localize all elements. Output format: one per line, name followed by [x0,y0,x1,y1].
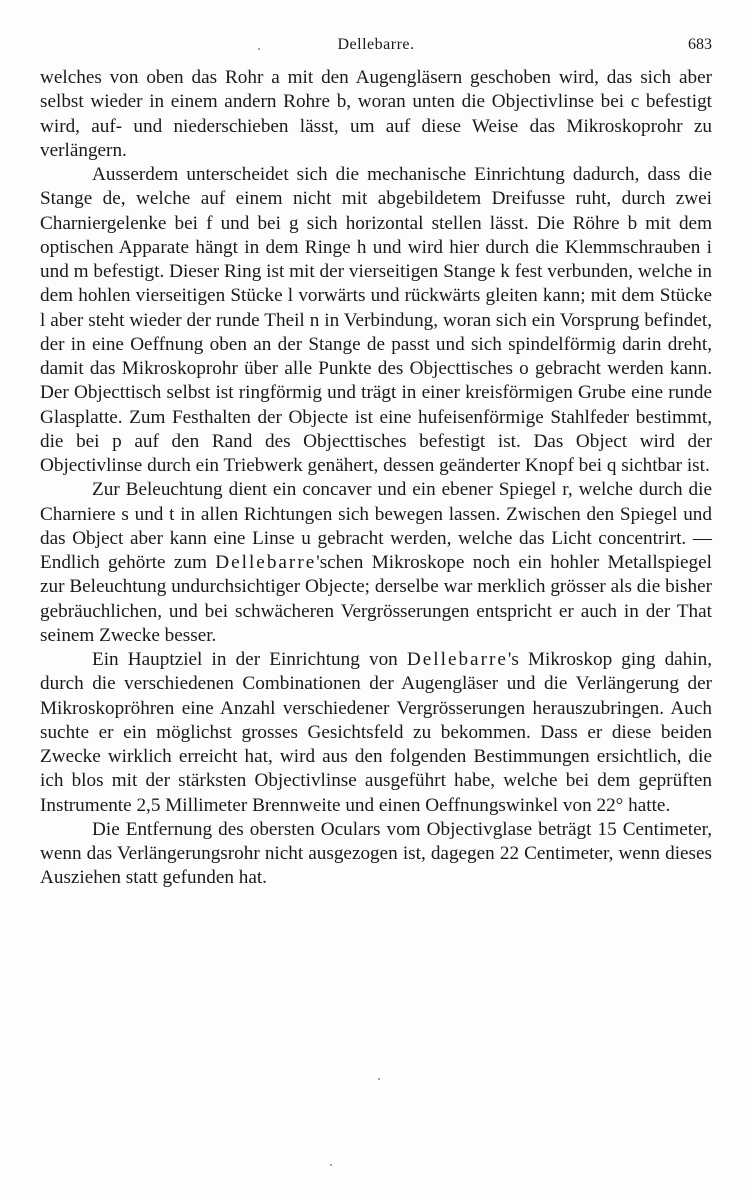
scan-speck [258,48,260,50]
paragraph-4-spaced-name: Dellebarre [406,649,508,670]
paragraph-3 [40,478,712,648]
paragraph-4-text-after: 's Mikroskop ging dahin, durch die verschiedenen Combinationen der Augengläser und die Verlängerung der Mikroskopröhren eine Anzahl verschiedener Vergrösserungen herauszubringen. Auch suchte er ein möglichst grosses Gesichtsfeld zu bekommen. Dass er diese beiden Zwecke wirklich erreicht hat, wird aus den folgenden Bestimmungen ersichtlich, die ich blos mit der stärksten Objectivlinse ausgeführt habe, welche bei dem geprüften Instrumente 2,5 Millimeter Brennweite und einen Oeffnungswinkel von 22° hatte. [40,649,712,816]
page-header [40,36,712,58]
paragraph-3-text-before: Zur Beleuchtung dient ein concaver und ein ebener Spiegel r, welche durch die Charniere s und t in allen Richtungen sich bewegen lassen. Zwischen den Spiegel und das Object aber kann eine Linse u gebracht werden, welche das Licht concentrirt. — Endlich gehörte zum [40,479,712,573]
running-title: Dellebarre. [337,36,415,53]
scan-speck [330,1164,332,1166]
scan-speck [378,1078,380,1080]
page-number: 683 [688,36,712,53]
body-text [40,66,712,891]
paragraph-4-text-before: Ein Hauptziel in der Einrichtung von [92,649,407,670]
paragraph-5: Die Entfernung des obersten Oculars vom Objectivglase beträgt 15 Centimeter, wenn das Verlängerungsrohr nicht ausgezogen ist, dagegen 22 Centimeter, wenn dieses Ausziehen statt gefunden hat. [40,818,712,889]
paragraph-4 [40,648,712,818]
paragraph-3-spaced-name: Dellebarre [215,552,317,573]
paragraph-2: Ausserdem unterscheidet sich die mechanische Einrichtung dadurch, dass die Stange de, welche auf einem nicht mit abgebildetem Dreifusse ruht, durch zwei Charniergelenke bei f und bei g sich horizontal stellen lässt. Die Röhre b mit dem optischen Apparate hängt in dem Ringe h und wird hier durch die Klemmschrauben i und m befestigt. Dieser Ring ist mit der vierseitigen Stange k fest verbunden, welche in dem hohlen vierseitigen Stücke l vorwärts und rückwärts gleiten kann; mit dem Stücke l aber steht wieder der runde Theil n in Verbindung, woran sich ein Vorsprung befindet, der in eine Oeffnung oben an der Stange de passt und sich spindelförmig darin dreht, damit das Mikroskoprohr über alle Punkte des Objecttisches o gebracht werden kann. Der Objecttisch selbst ist ringförmig und trägt in einer kreisförmigen Grube eine runde Glasplatte. Zum Festhalten der Objecte ist eine hufeisenförmige Stahlfeder bestimmt, die bei p auf den Rand des Objecttisches befestigt ist. Das Object wird der Objectivlinse durch ein Triebwerk genähert, dessen geänderter Knopf bei q sichtbar ist. [40,164,712,476]
paragraph-3-text-after: 'schen Mikroskope noch ein hohler Metallspiegel zur Beleuchtung undurchsichtiger Objecte; derselbe war merklich grösser als die bisher gebräuchlichen, und bei schwächeren Vergrösserungen entspricht er auch in der That seinem Zwecke besser. [40,552,712,646]
paragraph-1: welches von oben das Rohr a mit den Augengläsern geschoben wird, das sich aber selbst wieder in einem andern Rohre b, woran unten die Objectivlinse bei c befestigt wird, auf- und niederschieben lässt, um auf diese Weise das Mikroskoprohr zu verlängern. [40,67,712,161]
